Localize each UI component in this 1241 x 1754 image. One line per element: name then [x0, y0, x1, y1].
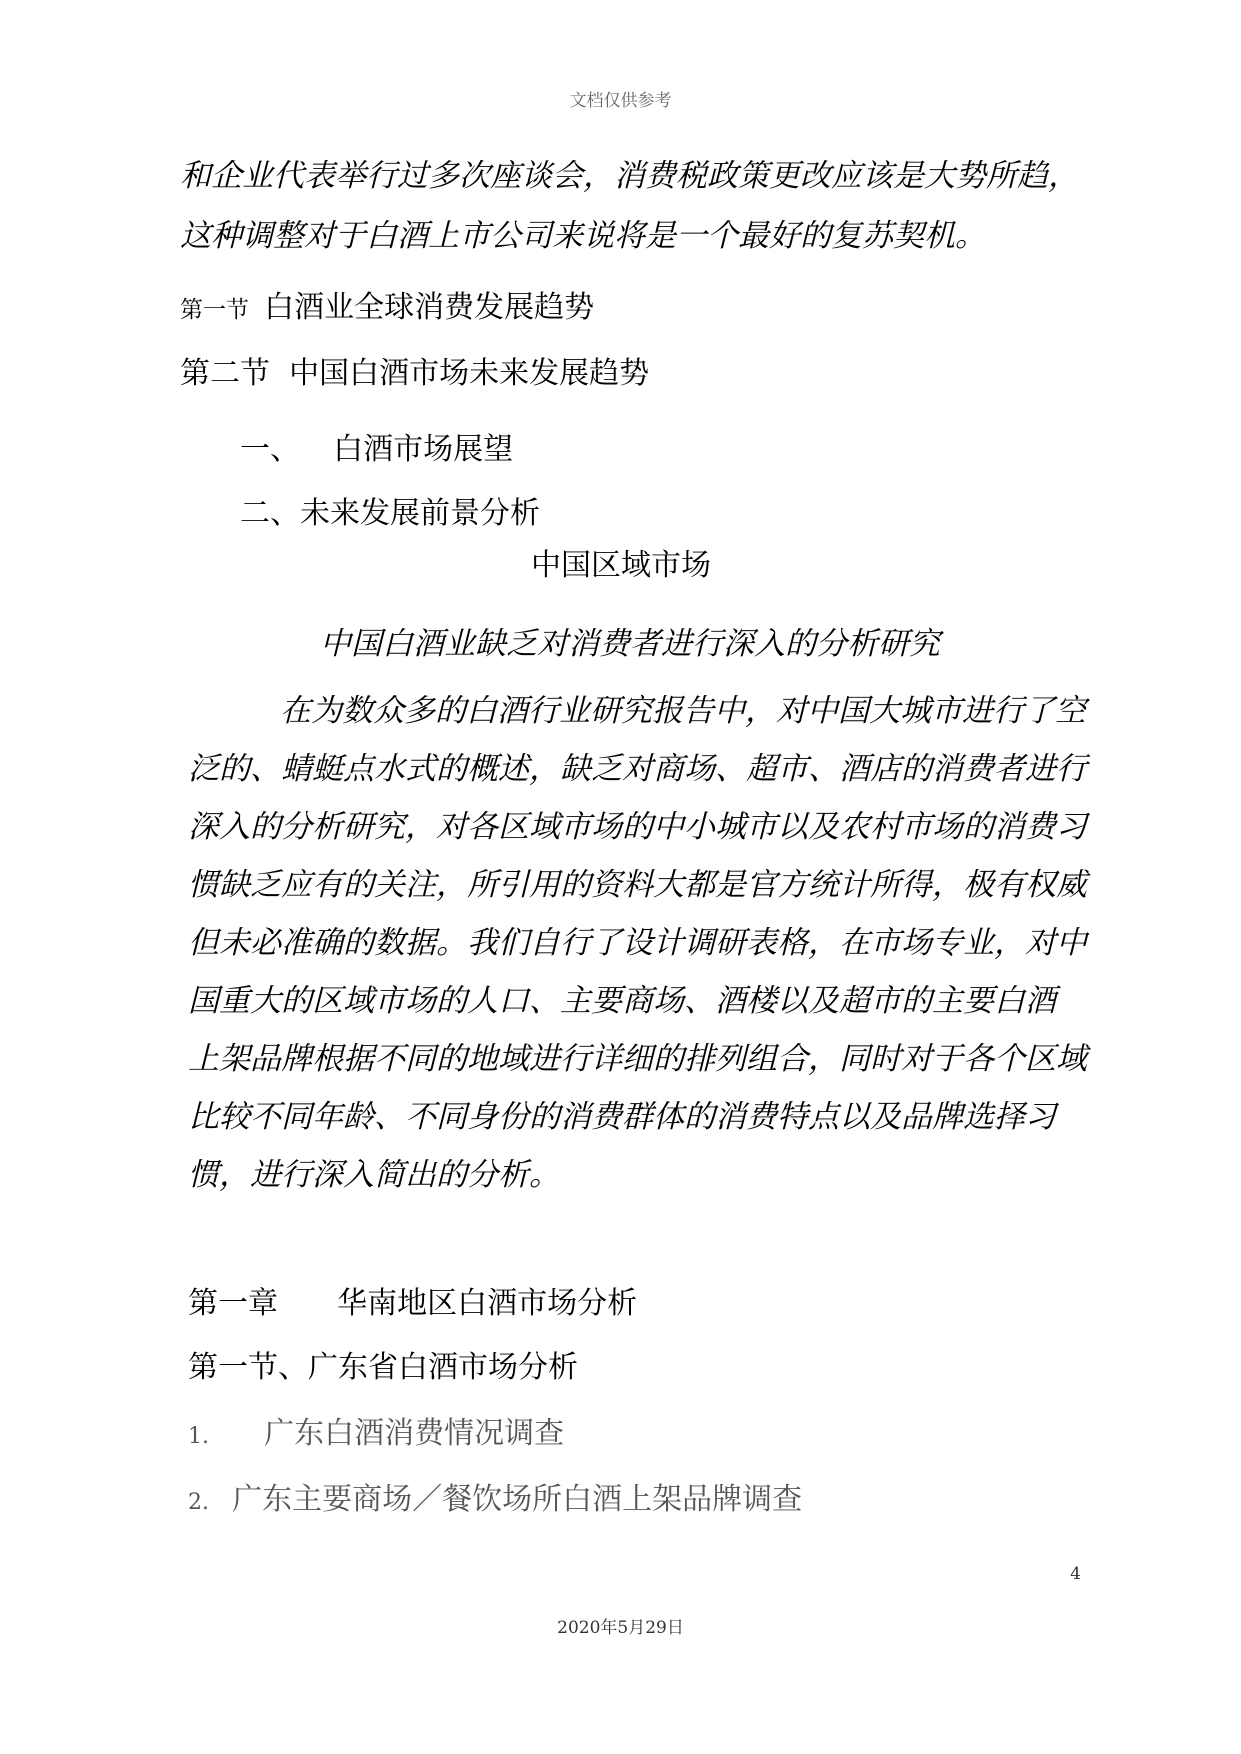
- subitem-label: 二、: [240, 496, 300, 531]
- body-line: 惯，进行深入简出的分析。: [188, 1157, 560, 1193]
- body-line: 比较不同年龄、不同身份的消费群体的消费特点以及品牌选择习: [188, 1099, 1056, 1135]
- subitem-title: 未来发展前景分析: [300, 496, 540, 531]
- list-number: 1.: [188, 1424, 209, 1449]
- intro-line-2: 这种调整对于白酒上市公司来说将是一个最好的复苏契机。: [180, 218, 986, 254]
- section-title: 白酒业全球消费发展趋势: [264, 290, 595, 325]
- body-line: 但未必准确的数据。我们自行了设计调研表格，在市场专业，对中: [188, 925, 1087, 961]
- body-line: 惯缺乏应有的关注，所引用的资料大都是官方统计所得，极有权威: [188, 867, 1087, 903]
- body-line: 深入的分析研究，对各区域市场的中小城市以及农村市场的消费习: [188, 809, 1087, 845]
- page-header: 文档仅供参考: [569, 91, 672, 111]
- page-footer-date: 2020年5月29日: [557, 1618, 684, 1638]
- chapter-title: 华南地区白酒市场分析: [337, 1286, 638, 1321]
- list-text: 广东主要商场／餐饮场所白酒上架品牌调查: [232, 1482, 803, 1517]
- subitem-1: [240, 424, 513, 468]
- subitem-title: 白酒市场展望: [333, 432, 514, 467]
- page-number: 4: [1070, 1564, 1081, 1584]
- body-line: 国重大的区域市场的人口、主要商场、酒楼以及超市的主要白酒: [188, 983, 1056, 1019]
- section-heading-1: [180, 282, 594, 326]
- chapter-label: 第一章: [188, 1286, 278, 1321]
- section-label: 第二节: [180, 356, 270, 391]
- section-label: 第一节: [180, 297, 249, 323]
- subitem-2: [240, 488, 540, 532]
- body-line: 上架品牌根据不同的地域进行详细的排列组合，同时对于各个区域: [188, 1041, 1087, 1077]
- intro-line-1: 和企业代表举行过多次座谈会，消费税政策更改应该是大势所趋，: [180, 158, 1079, 194]
- region-subtitle: 中国白酒业缺乏对消费者进行深入的分析研究: [320, 626, 940, 662]
- list-number: 2.: [188, 1490, 209, 1515]
- subitem-label: 一、: [240, 432, 300, 467]
- section-heading-2: [180, 348, 649, 392]
- body-line: 泛的、蜻蜓点水式的概述，缺乏对商场、超市、酒店的消费者进行: [188, 751, 1087, 787]
- section-title: 中国白酒市场未来发展趋势: [289, 356, 650, 391]
- body-paragraph: [188, 682, 1087, 1204]
- list-item-2: [188, 1474, 802, 1518]
- body-line: 在为数众多的白酒行业研究报告中，对中国大城市进行了空: [280, 693, 1086, 729]
- chapter-heading: [188, 1278, 637, 1322]
- list-text: 广东白酒消费情况调查: [264, 1416, 565, 1451]
- chapter-section-heading: 第一节、广东省白酒市场分析: [188, 1350, 578, 1385]
- region-title: 中国区域市场: [531, 548, 711, 583]
- list-item-1: [188, 1408, 564, 1452]
